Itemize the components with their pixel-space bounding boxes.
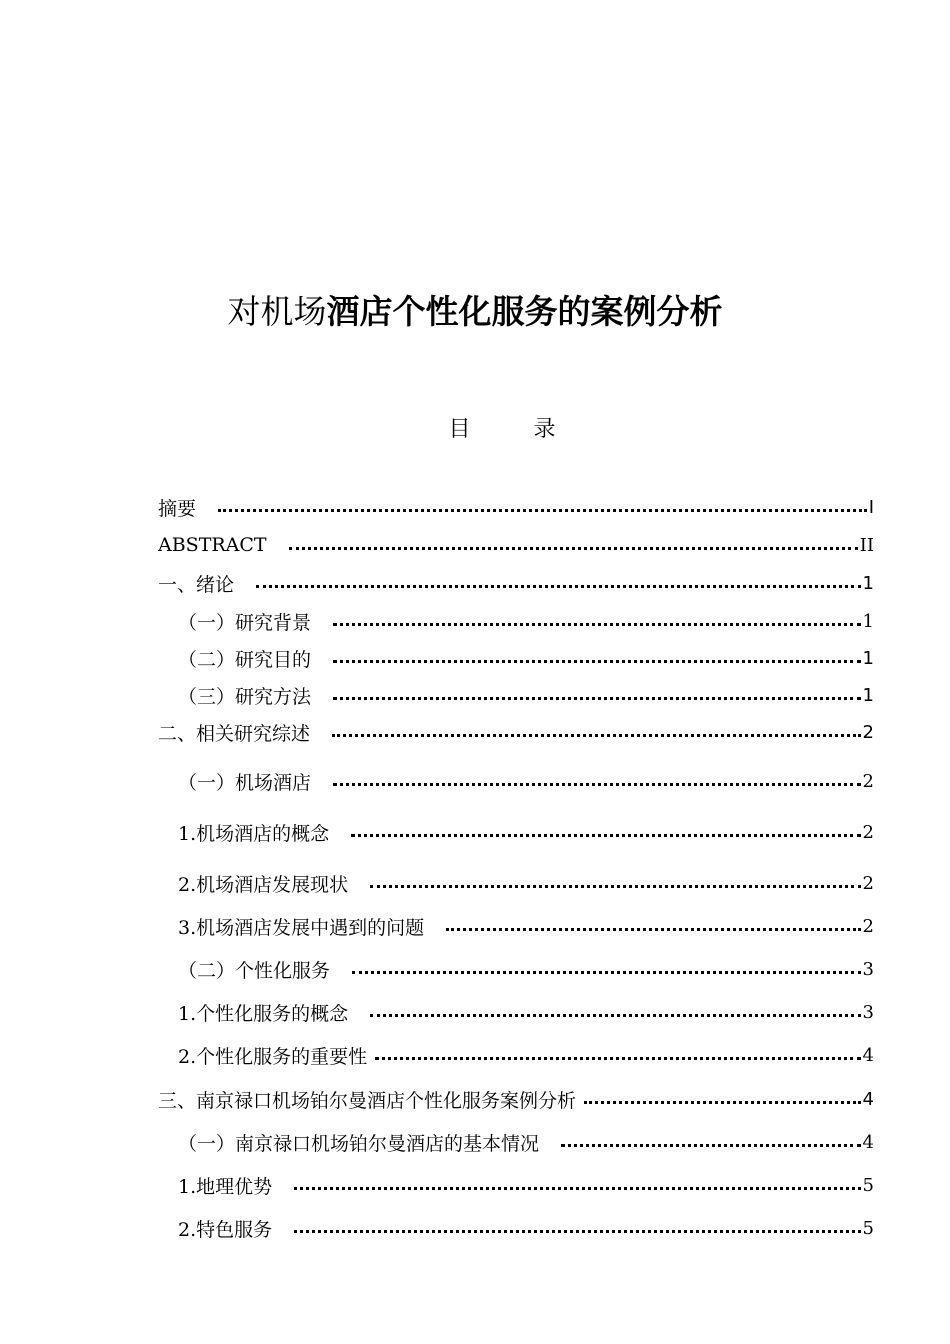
toc-entry-label: 二、相关研究综述 xyxy=(158,722,311,745)
toc-entry-label: （二）个性化服务 xyxy=(178,959,331,982)
toc-entry-3-1-2[interactable] xyxy=(178,1213,874,1243)
toc-entry-1-2[interactable] xyxy=(178,643,874,673)
toc-entry-abstract-cn[interactable] xyxy=(158,492,874,522)
toc-entry-chapter-1[interactable] xyxy=(158,568,874,598)
toc-entry-3-1-1[interactable] xyxy=(178,1170,874,1200)
toc-entry-page: 2 xyxy=(862,721,874,743)
toc-entry-2-1-1[interactable] xyxy=(178,817,874,847)
toc-entry-label: ABSTRACT xyxy=(158,534,267,556)
page-title xyxy=(0,286,950,333)
toc-entry-page: II xyxy=(859,534,874,556)
toc-leader xyxy=(294,1185,860,1190)
toc-leader xyxy=(375,1055,860,1060)
toc-entry-label: 3.机场酒店发展中遇到的问题 xyxy=(178,916,425,939)
toc-entry-page: 5 xyxy=(862,1217,874,1239)
toc-leader xyxy=(256,583,861,588)
toc-leader xyxy=(218,507,867,512)
toc-entry-label: （一）研究背景 xyxy=(178,611,312,634)
toc-leader xyxy=(561,1142,861,1147)
page-title-part2: 酒店个性化服务的案例分析 xyxy=(326,292,723,331)
toc-entry-1-1[interactable] xyxy=(178,606,874,636)
toc-leader xyxy=(333,781,861,786)
toc-leader xyxy=(352,969,861,974)
toc-entry-page: 1 xyxy=(862,647,874,669)
toc-entry-label: （一）机场酒店 xyxy=(178,771,312,794)
page-title-part1: 对机场 xyxy=(227,292,327,331)
toc-entry-page: 2 xyxy=(862,872,874,894)
toc-entry-label: （二）研究目的 xyxy=(178,648,312,671)
toc-entry-page: 4 xyxy=(862,1131,874,1153)
toc-leader xyxy=(446,926,860,931)
toc-leader xyxy=(333,695,861,700)
toc-leader xyxy=(333,658,861,663)
toc-entry-label: 2.特色服务 xyxy=(178,1218,273,1241)
toc-entry-page: 1 xyxy=(862,572,874,594)
toc-entry-label: 1.地理优势 xyxy=(178,1175,273,1198)
toc-heading: 目 录 xyxy=(448,417,584,442)
toc-entry-page: 2 xyxy=(862,915,874,937)
toc-entry-label: （一）南京禄口机场铂尔曼酒店的基本情况 xyxy=(178,1132,540,1155)
toc-entry-page: 1 xyxy=(862,610,874,632)
toc-entry-2-2[interactable] xyxy=(178,954,874,984)
toc-entry-label: 2.个性化服务的重要性 xyxy=(178,1045,368,1068)
toc-leader xyxy=(370,1012,860,1017)
toc-entry-2-1-3[interactable] xyxy=(178,911,874,941)
toc-entry-abstract-en[interactable] xyxy=(158,530,874,560)
toc-entry-2-1-2[interactable] xyxy=(178,868,874,898)
toc-entry-page: 3 xyxy=(862,1001,874,1023)
toc-entry-label: 三、南京禄口机场铂尔曼酒店个性化服务案例分析 xyxy=(158,1089,577,1112)
toc-entry-label: （三）研究方法 xyxy=(178,685,312,708)
toc-leader xyxy=(294,1228,860,1233)
toc-entry-page: I xyxy=(868,496,874,518)
toc-entry-label: 1.机场酒店的概念 xyxy=(178,822,330,845)
toc-entry-label: 2.机场酒店发展现状 xyxy=(178,873,349,896)
toc-entry-2-2-1[interactable] xyxy=(178,997,874,1027)
toc-entry-2-2-2[interactable] xyxy=(178,1040,874,1070)
toc-entry-label: 一、绪论 xyxy=(158,573,235,596)
toc-leader xyxy=(332,732,861,737)
toc-entry-chapter-2[interactable] xyxy=(158,717,874,747)
toc-leader xyxy=(351,832,860,837)
toc-entry-3-1[interactable] xyxy=(178,1127,874,1157)
toc-entry-page: 3 xyxy=(862,958,874,980)
toc-entry-2-1[interactable] xyxy=(178,766,874,796)
toc-leader xyxy=(584,1099,861,1104)
toc-entry-page: 5 xyxy=(862,1174,874,1196)
toc-entry-page: 4 xyxy=(862,1088,874,1110)
toc-leader xyxy=(289,545,858,550)
toc-entry-page: 2 xyxy=(862,770,874,792)
toc-leader xyxy=(333,621,861,626)
toc-entry-label: 1.个性化服务的概念 xyxy=(178,1002,349,1025)
toc-entry-1-3[interactable] xyxy=(178,680,874,710)
toc-leader xyxy=(370,883,860,888)
toc-entry-page: 2 xyxy=(862,821,874,843)
toc-entry-label: 摘要 xyxy=(158,497,197,520)
toc-entry-page: 1 xyxy=(862,684,874,706)
toc-entry-chapter-3[interactable] xyxy=(158,1084,874,1114)
toc-entry-page: 4 xyxy=(862,1044,874,1066)
